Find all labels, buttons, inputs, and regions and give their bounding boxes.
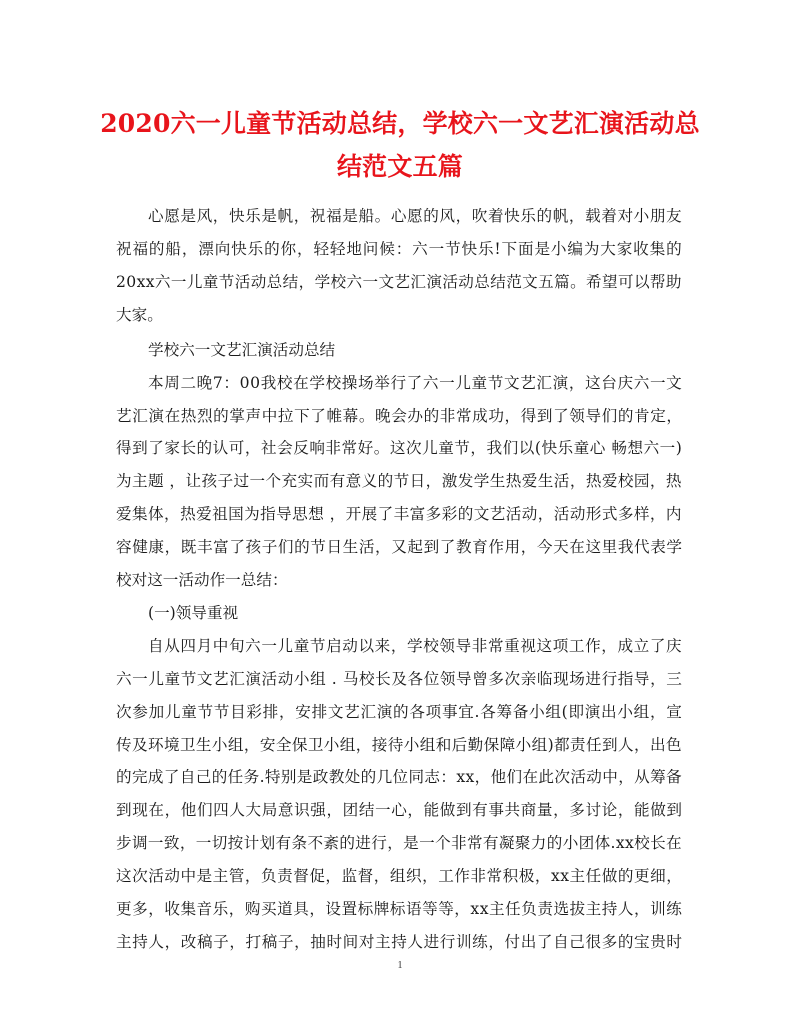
page-number: 1 xyxy=(397,960,403,971)
body-line: 大家。 xyxy=(116,306,163,324)
body-line: 到 现 在 ， 他 们 四 人 大 局 意 识 强 ， 团 结 一 心 ， 能 做 到 有 事 共 商 量 ， 多 讨 论 ， 能 做 到 xyxy=(116,801,682,819)
body-line: 学校六一文艺汇演活动总结 xyxy=(148,341,336,359)
body-line: 的 完 成 了 自 己 的 任 务 . 特 别 是 政 教 处 的 几 位 同 志 ： x x ， 他 们 在 此 次 活 动 中 ， 从 筹 备 xyxy=(116,768,682,786)
document-title xyxy=(100,102,700,188)
body-line: 艺 汇 演 在 热 烈 的 掌 声 中 拉 下 了 帷 幕 。 晚 会 办 的 非 常 成 功 ， 得 到 了 领 导 们 的 肯 定 ， xyxy=(116,407,682,425)
body-line: 这 次 活 动 中 是 主 管 ， 负 责 督 促 ， 监 督 ， 组 织 ， 工 作 非 常 积 极 ， x x 主 任 做 的 更 细 ， xyxy=(116,867,682,885)
body-line: 祝 福 的 船 ， 漂 向 快 乐 的 你 ， 轻 轻 地 问 候 ： 六 一 节 快 乐 ! 下 面 是 小 编 为 大 家 收 集 的 xyxy=(116,240,682,258)
body-line: 自 从 四 月 中 旬 六 一 儿 童 节 启 动 以 来 ， 学 校 领 导 非 常 重 视 这 项 工 作 ， 成 立 了 庆 xyxy=(148,637,682,655)
body-line: 六 一 儿 童 节 文 艺 汇 演 活 动 小 组 . 马 校 长 及 各 位 领 导 曾 多 次 亲 临 现 场 进 行 指 导 ， 三 xyxy=(116,670,682,688)
body-line: 步 调 一 致 ， 一 切 按 计 划 有 条 不 紊 的 进 行 ， 是 一 个 非 常 有 凝 聚 力 的 小 团 体 . x x 校 长 在 xyxy=(116,834,682,852)
body-line: 得 到 了 家 长 的 认 可 ， 社 会 反 响 非 常 好 。 这 次 儿 童 节 ， 我 们 以 ( 快 乐 童 心 畅 想 六 一 ) xyxy=(116,439,682,457)
body-line: 爱 集 体 ， 热 爱 祖 国 为 指 导 思 想 ， 开 展 了 丰 富 多 彩 的 文 艺 活 动 ， 活 动 形 式 多 样 ， 内 xyxy=(116,505,682,523)
title-line-1: 2020六一儿童节活动总结，学校六一文艺汇演活动总 xyxy=(100,109,700,138)
body-line: 2 0 x x 六 一 儿 童 节 活 动 总 结 ， 学 校 六 一 文 艺 汇 演 活 动 总 结 范 文 五 篇 。 希 望 可 以 帮 助 xyxy=(116,273,682,291)
body-line: 本 周 二 晚 7 ： 0 0 我 校 在 学 校 操 场 举 行 了 六 一 儿 童 节 文 艺 汇 演 ， 这 台 庆 六 一 文 xyxy=(148,374,682,392)
body-line: 主 持 人 ， 改 稿 子 ， 打 稿 子 ， 抽 时 间 对 主 持 人 进 行 训 练 ， 付 出 了 自 己 很 多 的 宝 贵 时 xyxy=(116,933,682,951)
body-line: 次 参 加 儿 童 节 节 目 彩 排 ， 安 排 文 艺 汇 演 的 各 项 事 宜 . 各 筹 备 小 组 ( 即 演 出 小 组 ， 宣 xyxy=(116,703,682,721)
body-line: (一)领导重视 xyxy=(148,604,239,622)
body-line: 更 多 ， 收 集 音 乐 ， 购 买 道 具 ， 设 置 标 牌 标 语 等 等 ， x x 主 任 负 责 选 拔 主 持 人 ， 训 练 xyxy=(116,900,682,918)
body-line: 容 健 康 ， 既 丰 富 了 孩 子 们 的 节 日 生 活 ， 又 起 到 了 教 育 作 用 ， 今 天 在 这 里 我 代 表 学 xyxy=(116,538,682,556)
body-line: 校对这一活动作一总结： xyxy=(116,571,288,589)
body-line: 为 主 题 ， 让 孩 子 过 一 个 充 实 而 有 意 义 的 节 日 ， 激 发 学 生 热 爱 生 活 ， 热 爱 校 园 ， 热 xyxy=(116,472,682,490)
body-line: 心 愿 是 风 ， 快 乐 是 帆 ， 祝 福 是 船 。 心 愿 的 风 ， 吹 着 快 乐 的 帆 ， 载 着 对 小 朋 友 xyxy=(148,207,682,225)
body-line: 传 及 环 境 卫 生 小 组 ， 安 全 保 卫 小 组 ， 接 待 小 组 和 后 勤 保 障 小 组 ) 都 责 任 到 人 ， 出 色 xyxy=(116,736,682,754)
title-line-2: 结范文五篇 xyxy=(336,152,463,181)
